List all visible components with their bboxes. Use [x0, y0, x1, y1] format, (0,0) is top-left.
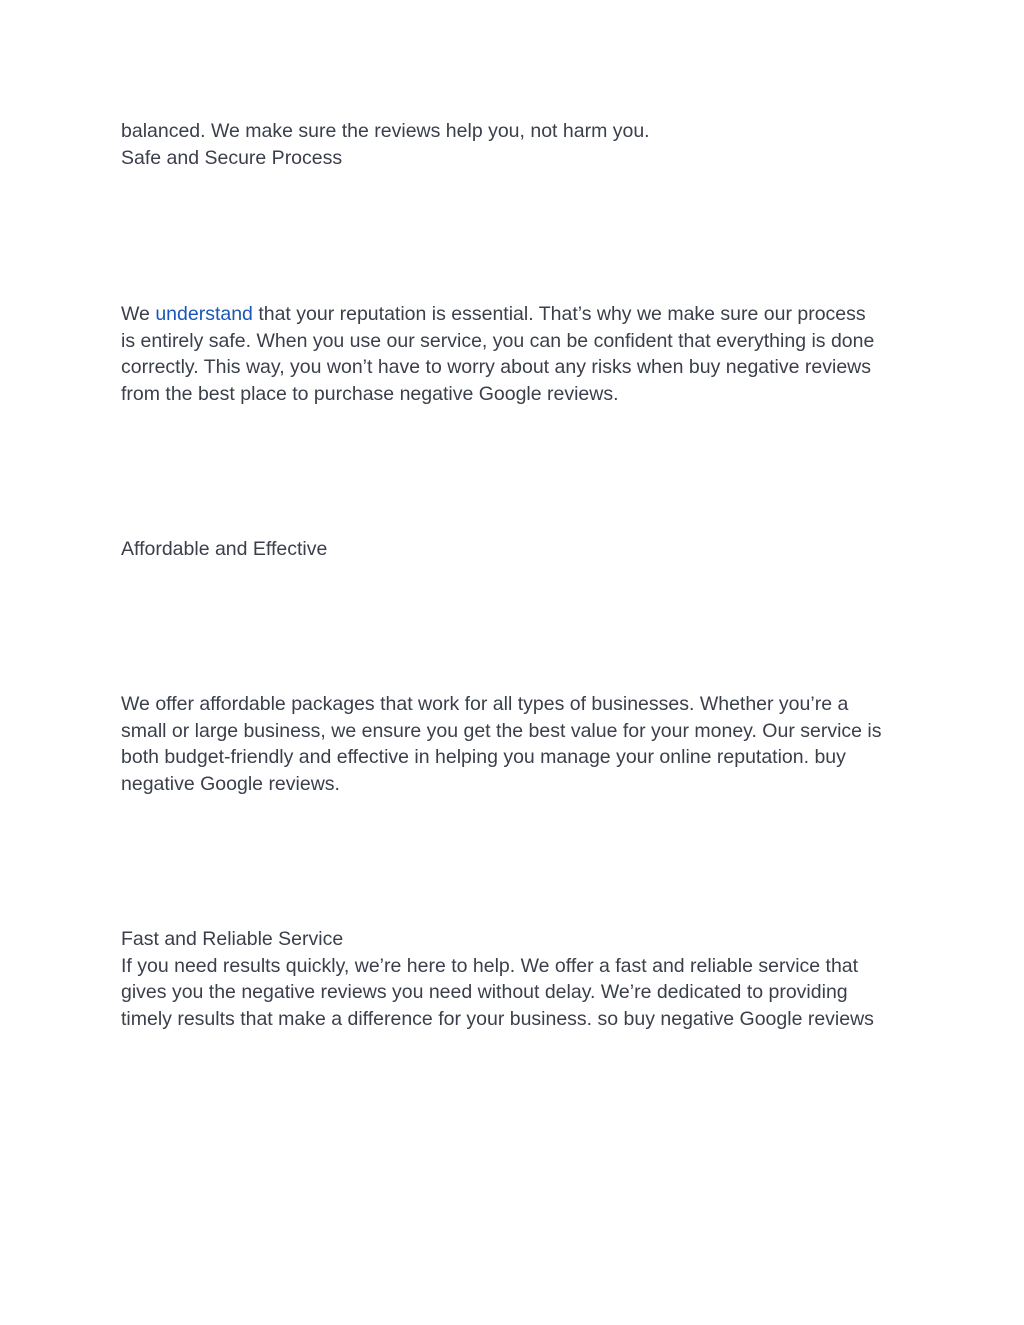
section-heading-affordable: Affordable and Effective — [121, 538, 328, 560]
paragraph-line: negative Google reviews. — [121, 772, 340, 795]
section-heading-safe: Safe and Secure Process — [121, 146, 343, 169]
paragraph-line: small or large business, we ensure you get the best value for your money. Our service is — [121, 719, 882, 742]
paragraph-line: both budget-friendly and effective in helping you manage your online reputation. buy — [121, 746, 846, 768]
section-heading-fast: Fast and Reliable Service — [121, 928, 344, 950]
paragraph-line: timely results that make a difference for your business. so buy negative Google reviews — [121, 1007, 874, 1030]
paragraph-line: We offer affordable packages that work for all types of businesses. Whether you’re a — [121, 693, 849, 715]
paragraph-text: that your reputation is essential. That’s why we make sure our process — [252, 303, 866, 325]
paragraph-text: We — [121, 303, 156, 325]
paragraph-line: from the best place to purchase negative Google reviews. — [121, 382, 619, 405]
paragraph-line: gives you the negative reviews you need without delay. We’re dedicated to providing — [121, 981, 848, 1003]
paragraph-line: correctly. This way, you won’t have to worry about any risks when buy negative reviews — [121, 356, 871, 378]
paragraph-affordable — [121, 691, 911, 797]
paragraph-line: is entirely safe. When you use our service, you can be confident that everything is done — [121, 329, 875, 352]
understand-link[interactable]: understand — [155, 303, 253, 325]
paragraph-fast — [121, 926, 911, 1032]
paragraph-safe — [121, 301, 911, 407]
intro-line: balanced. We make sure the reviews help you, not harm you. — [121, 120, 650, 142]
paragraph-line — [121, 301, 911, 328]
intro-block — [121, 118, 911, 171]
paragraph-line: If you need results quickly, we’re here to help. We offer a fast and reliable service that — [121, 954, 859, 977]
heading-affordable-block — [121, 536, 911, 563]
